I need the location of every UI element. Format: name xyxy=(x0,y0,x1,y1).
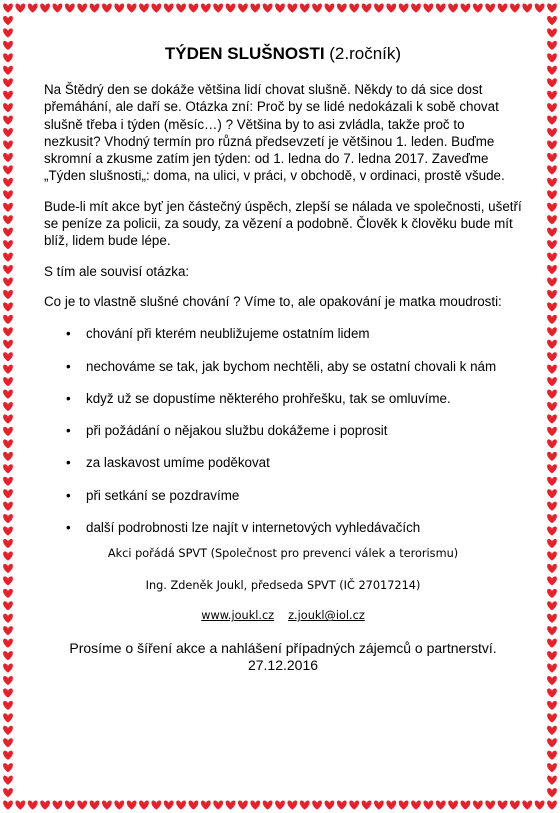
heart-icon xyxy=(3,452,13,461)
heart-icon xyxy=(423,4,433,13)
heart-icon xyxy=(399,4,409,13)
heart-icon xyxy=(312,801,322,810)
heart-icon xyxy=(3,315,13,324)
heart-icon xyxy=(3,66,13,75)
heart-icon xyxy=(386,4,396,13)
heart-icon xyxy=(498,801,508,810)
heart-icon xyxy=(547,240,557,249)
heart-icon xyxy=(547,327,557,336)
list-item-text: když už se dopustíme některého prohřešku, tak se omluvíme. xyxy=(86,390,451,406)
heart-icon xyxy=(374,801,384,810)
heart-icon xyxy=(15,4,25,13)
heart-icon xyxy=(127,801,137,810)
heart-icon xyxy=(547,651,557,660)
heart-icon xyxy=(3,414,13,423)
organizer-line: Akci pořádá SPVT (Společnost pro prevenci válek a terorismu) xyxy=(107,547,459,561)
heart-icon xyxy=(3,365,13,374)
heart-icon xyxy=(362,4,372,13)
heart-icon xyxy=(448,801,458,810)
heart-icon xyxy=(547,701,557,710)
heart-icon xyxy=(3,527,13,536)
heart-icon xyxy=(3,78,13,87)
heart-icon xyxy=(3,16,13,25)
heart-icon xyxy=(164,4,174,13)
heart-icon xyxy=(3,502,13,511)
heart-icon xyxy=(3,601,13,610)
bullet-icon: • xyxy=(66,390,71,406)
heart-icon xyxy=(3,788,13,797)
heart-icon xyxy=(448,4,458,13)
heart-icon xyxy=(411,4,421,13)
heart-icon xyxy=(3,713,13,722)
heart-icon xyxy=(263,4,273,13)
person-line: Ing. Zdeněk Joukl, předseda SPVT (IČ 27017214) xyxy=(145,579,421,593)
bullet-icon: • xyxy=(66,423,71,439)
heart-icon xyxy=(547,763,557,772)
page-title xyxy=(44,44,522,64)
bullet-list xyxy=(44,325,522,536)
heart-icon xyxy=(547,141,557,150)
heart-icon xyxy=(547,352,557,361)
heart-icon xyxy=(547,78,557,87)
heart-icon xyxy=(547,738,557,747)
heart-icon xyxy=(3,290,13,299)
heart-icon xyxy=(547,265,557,274)
heart-icon xyxy=(547,477,557,486)
heart-icon xyxy=(3,564,13,573)
heart-icon xyxy=(473,801,483,810)
heart-icon xyxy=(238,4,248,13)
document-date: 27.12.2016 xyxy=(247,657,319,674)
heart-icon xyxy=(423,801,433,810)
heart-icon xyxy=(3,327,13,336)
heart-icon xyxy=(547,564,557,573)
heart-icon xyxy=(3,614,13,623)
heart-icon xyxy=(189,801,199,810)
heart-icon xyxy=(3,402,13,411)
heart-icon xyxy=(15,801,25,810)
heart-icon xyxy=(275,4,285,13)
list-item xyxy=(44,454,522,471)
heart-icon xyxy=(3,103,13,112)
closing-request: Prosíme o šíření akce a nahlášení případných zájemců o partnerství. xyxy=(69,640,497,657)
heart-icon xyxy=(547,128,557,137)
heart-icon xyxy=(547,439,557,448)
heart-icon xyxy=(250,4,260,13)
heart-icon xyxy=(547,190,557,199)
bullet-icon: • xyxy=(66,520,71,536)
heart-icon xyxy=(547,502,557,511)
heart-icon xyxy=(127,4,137,13)
heart-icon xyxy=(547,4,557,13)
paragraph-question: Co je to vlastně slušné chování ? Víme to, ale opakování je matka moudrosti: xyxy=(44,293,502,309)
heart-icon xyxy=(3,240,13,249)
heart-icon xyxy=(3,751,13,760)
heart-icon xyxy=(275,801,285,810)
heart-icon xyxy=(547,253,557,262)
heart-icon xyxy=(547,66,557,75)
bullet-icon: • xyxy=(66,358,71,374)
list-item xyxy=(44,422,522,439)
heart-icon xyxy=(102,801,112,810)
heart-icon xyxy=(3,576,13,585)
bullet-icon: • xyxy=(66,455,71,471)
list-item xyxy=(44,325,522,342)
heart-icon xyxy=(547,302,557,311)
heart-icon xyxy=(547,527,557,536)
heart-icon xyxy=(3,664,13,673)
heart-icon xyxy=(28,801,38,810)
heart-icon xyxy=(473,4,483,13)
heart-icon xyxy=(510,4,520,13)
heart-icon xyxy=(3,91,13,100)
heart-icon xyxy=(3,277,13,286)
heart-icon xyxy=(547,53,557,62)
heart-icon xyxy=(522,801,532,810)
heart-icon xyxy=(213,801,223,810)
heart-icon xyxy=(510,801,520,810)
paragraph-intro: Na Štědrý den se dokáže většina lidí chovat slušně. Někdy to dá sice dost přemáhání, ale daří se. Otázka zní: Proč by se lidé nedokázali k sobě chovat slušně třeba i týden (měsíc…) ? Většina by to asi zvládla, takže proč to nezkusit? Vhodný termín pro různá předsevzetí je většinou 1. leden. Buďme skromní a zkusme zatím jen týden: od 1. ledna do 7. ledna 2017. Zaveďme „Týden slušnosti„: doma, na ulici, v práci, v obchodě, v ordinaci, prostě všude. xyxy=(44,82,505,184)
heart-icon xyxy=(3,128,13,137)
heart-icon xyxy=(3,153,13,162)
heart-icon xyxy=(547,116,557,125)
list-item xyxy=(44,487,522,504)
heart-icon xyxy=(547,676,557,685)
heart-icon xyxy=(40,801,50,810)
heart-icon xyxy=(90,801,100,810)
email-link[interactable]: z.joukl@iol.cz xyxy=(288,609,365,623)
heart-icon xyxy=(3,726,13,735)
document-body xyxy=(44,44,522,674)
heart-icon xyxy=(547,103,557,112)
heart-icon xyxy=(3,676,13,685)
heart-icon xyxy=(53,4,63,13)
heart-icon xyxy=(28,4,38,13)
heart-icon xyxy=(3,539,13,548)
heart-icon xyxy=(547,315,557,324)
heart-icon xyxy=(547,713,557,722)
heart-icon xyxy=(411,801,421,810)
list-item xyxy=(44,390,522,407)
heart-icon xyxy=(151,4,161,13)
heart-icon xyxy=(485,4,495,13)
heart-icon xyxy=(3,390,13,399)
heart-icon xyxy=(3,165,13,174)
heart-icon xyxy=(547,614,557,623)
heart-icon xyxy=(201,4,211,13)
heart-icon xyxy=(547,165,557,174)
heart-icon xyxy=(547,639,557,648)
heart-icon xyxy=(461,801,471,810)
heart-icon xyxy=(547,539,557,548)
heart-icon xyxy=(547,340,557,349)
heart-icon xyxy=(3,489,13,498)
heart-icon xyxy=(53,801,63,810)
heart-icon xyxy=(399,801,409,810)
heart-icon xyxy=(547,751,557,760)
heart-icon xyxy=(3,464,13,473)
heart-icon xyxy=(176,801,186,810)
heart-icon xyxy=(547,626,557,635)
list-item-text: za laskavost umíme poděkovat xyxy=(86,455,270,471)
heart-icon xyxy=(3,701,13,710)
heart-icon xyxy=(547,228,557,237)
heart-icon xyxy=(485,801,495,810)
list-item-text: při setkání se pozdravíme xyxy=(86,487,240,503)
heart-icon xyxy=(40,4,50,13)
heart-icon xyxy=(547,688,557,697)
heart-icon xyxy=(3,763,13,772)
list-item-text: při požádání o nějakou službu dokážeme i poprosit xyxy=(86,423,388,439)
heart-icon xyxy=(3,377,13,386)
heart-icon xyxy=(3,738,13,747)
heart-icon xyxy=(461,4,471,13)
heart-icon xyxy=(386,801,396,810)
heart-icon xyxy=(547,664,557,673)
heart-icon xyxy=(535,4,545,13)
heart-icon xyxy=(312,4,322,13)
heart-icon xyxy=(151,801,161,810)
heart-icon xyxy=(3,215,13,224)
heart-icon xyxy=(3,141,13,150)
heart-icon xyxy=(547,489,557,498)
heart-icon xyxy=(337,4,347,13)
heart-icon xyxy=(263,801,273,810)
heart-icon xyxy=(3,639,13,648)
heart-icon xyxy=(3,228,13,237)
heart-icon xyxy=(325,801,335,810)
heart-icon xyxy=(547,801,557,810)
heart-icon xyxy=(3,626,13,635)
heart-icon xyxy=(300,801,310,810)
heart-icon xyxy=(547,290,557,299)
heart-icon xyxy=(3,253,13,262)
heart-icon xyxy=(3,41,13,50)
heart-icon xyxy=(114,4,124,13)
heart-icon xyxy=(287,801,297,810)
heart-icon xyxy=(3,651,13,660)
paragraph-question-intro: S tím ale souvisí otázka: xyxy=(44,263,190,279)
heart-icon xyxy=(547,178,557,187)
heart-icon xyxy=(547,414,557,423)
heart-icon xyxy=(3,203,13,212)
heart-icon xyxy=(547,788,557,797)
heart-icon xyxy=(547,28,557,37)
heart-icon xyxy=(547,402,557,411)
heart-icon xyxy=(362,801,372,810)
heart-icon xyxy=(374,4,384,13)
heart-icon xyxy=(3,190,13,199)
heart-icon xyxy=(498,4,508,13)
heart-icon xyxy=(337,801,347,810)
heart-icon xyxy=(547,277,557,286)
heart-icon xyxy=(65,801,75,810)
list-item-text: nechováme se tak, jak bychom nechtěli, aby se ostatní chovali k nám xyxy=(86,358,497,374)
heart-icon xyxy=(547,514,557,523)
heart-icon xyxy=(3,477,13,486)
heart-icon xyxy=(3,265,13,274)
heart-icon xyxy=(3,427,13,436)
heart-icon xyxy=(547,215,557,224)
heart-icon xyxy=(102,4,112,13)
heart-icon xyxy=(547,551,557,560)
heart-icon xyxy=(436,801,446,810)
heart-icon xyxy=(547,726,557,735)
heart-icon xyxy=(77,4,87,13)
heart-icon xyxy=(547,377,557,386)
heart-icon xyxy=(547,16,557,25)
heart-icon xyxy=(238,801,248,810)
bullet-icon: • xyxy=(66,326,71,342)
heart-icon xyxy=(547,390,557,399)
heart-icon xyxy=(90,4,100,13)
heart-icon xyxy=(139,4,149,13)
website-link[interactable]: www.joukl.cz xyxy=(201,609,275,623)
heart-icon xyxy=(349,4,359,13)
heart-icon xyxy=(3,589,13,598)
heart-icon xyxy=(547,365,557,374)
list-item-text: další podrobnosti lze najít v internetových vyhledávačích xyxy=(86,520,421,536)
heart-icon xyxy=(547,576,557,585)
bullet-icon: • xyxy=(66,487,71,503)
heart-icon xyxy=(547,464,557,473)
contact-links xyxy=(44,608,522,623)
heart-icon xyxy=(3,4,13,13)
heart-icon xyxy=(250,801,260,810)
title-bold: TÝDEN SLUŠNOSTI xyxy=(164,44,325,63)
heart-icon xyxy=(547,91,557,100)
heart-icon xyxy=(3,688,13,697)
list-item xyxy=(44,358,522,375)
heart-icon xyxy=(3,53,13,62)
heart-icon xyxy=(3,28,13,37)
heart-icon xyxy=(3,551,13,560)
heart-icon xyxy=(3,514,13,523)
heart-icon xyxy=(226,4,236,13)
heart-icon xyxy=(164,801,174,810)
heart-icon xyxy=(436,4,446,13)
heart-icon xyxy=(535,801,545,810)
title-subtitle: (2.ročník) xyxy=(324,44,402,63)
heart-icon xyxy=(325,4,335,13)
list-item xyxy=(44,519,522,536)
heart-icon xyxy=(3,116,13,125)
heart-icon xyxy=(300,4,310,13)
heart-icon xyxy=(522,4,532,13)
heart-icon xyxy=(547,601,557,610)
heart-icon xyxy=(189,4,199,13)
heart-icon xyxy=(349,801,359,810)
heart-icon xyxy=(547,41,557,50)
heart-icon xyxy=(201,801,211,810)
heart-icon xyxy=(3,302,13,311)
heart-icon xyxy=(287,4,297,13)
paragraph-benefits: Bude-li mít akce byť jen částečný úspěch, zlepší se nálada ve společnosti, ušetří se peníze za policii, za soudy, za vězení a podobně. Člověk k člověku bude mít blíž, lidem bude lépe. xyxy=(44,198,522,249)
heart-icon xyxy=(547,452,557,461)
heart-icon xyxy=(77,801,87,810)
heart-icon xyxy=(3,801,13,810)
heart-icon xyxy=(114,801,124,810)
heart-icon xyxy=(547,153,557,162)
heart-icon xyxy=(547,776,557,785)
heart-icon xyxy=(3,352,13,361)
heart-icon xyxy=(176,4,186,13)
heart-icon xyxy=(3,340,13,349)
heart-icon xyxy=(547,203,557,212)
list-item-text: chování při kterém neubližujeme ostatním lidem xyxy=(86,326,370,342)
heart-icon xyxy=(139,801,149,810)
heart-icon xyxy=(547,427,557,436)
heart-icon xyxy=(213,4,223,13)
heart-icon xyxy=(3,439,13,448)
heart-icon xyxy=(547,589,557,598)
heart-icon xyxy=(226,801,236,810)
heart-icon xyxy=(3,178,13,187)
heart-icon xyxy=(65,4,75,13)
heart-icon xyxy=(3,776,13,785)
